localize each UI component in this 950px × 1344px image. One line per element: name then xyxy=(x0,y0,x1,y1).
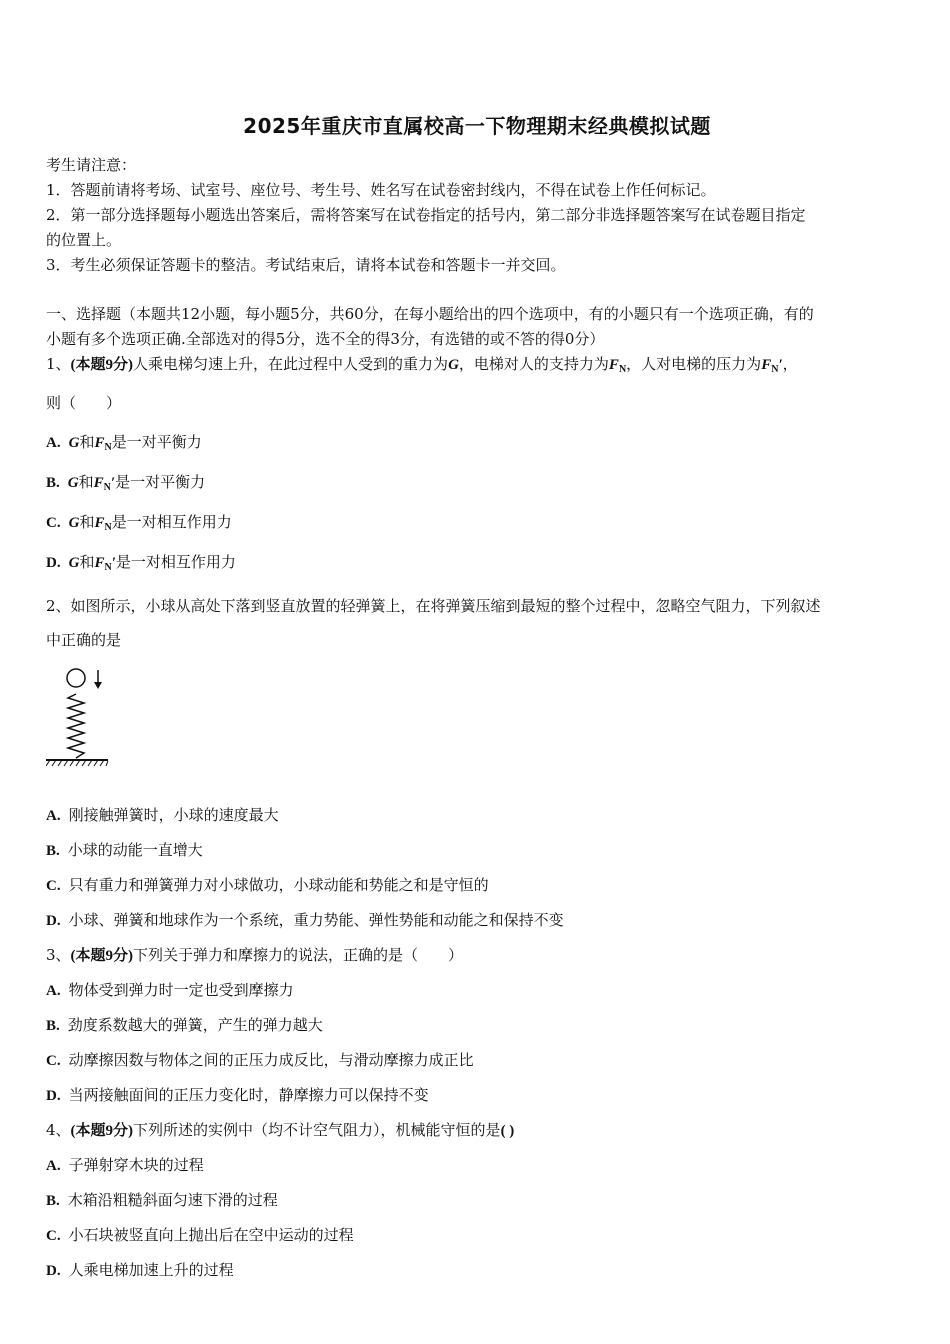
stem-text: ， xyxy=(782,355,798,373)
section-heading xyxy=(46,302,908,352)
option-c[interactable]: C. 小石块被竖直向上抛出后在空中运动的过程 xyxy=(46,1226,354,1244)
option-d[interactable]: D. 人乘电梯加速上升的过程 xyxy=(46,1261,234,1279)
notice-item: 3．考生必须保证答题卡的整洁。考试结束后，请将本试卷和答题卡一并交回。 xyxy=(46,256,566,274)
option-a[interactable]: A. G和$F_N$是一对平衡力 xyxy=(46,433,202,453)
stem-text: 下列所述的实例中（均不计空气阻力），机械能守恒的是 xyxy=(133,1121,501,1139)
option-c[interactable]: C. 动摩擦因数与物体之间的正压力成反比，与滑动摩擦力成正比 xyxy=(46,1051,474,1069)
question-meta: (本题9分) xyxy=(70,357,134,373)
option-d[interactable]: D. 当两接触面间的正压力变化时，静摩擦力可以保持不变 xyxy=(46,1086,429,1104)
option-b[interactable]: B. 劲度系数越大的弹簧，产生的弹力越大 xyxy=(46,1016,323,1034)
question-number: 1、 xyxy=(46,355,71,373)
option-a[interactable]: A. 物体受到弹力时一定也受到摩擦力 xyxy=(46,981,294,999)
question-3 xyxy=(46,938,908,1113)
symbol-pressure-force: $F_N'$ xyxy=(761,357,783,375)
option-b[interactable]: B. 小球的动能一直增大 xyxy=(46,841,203,859)
option-b[interactable]: B. 木箱沿粗糙斜面匀速下滑的过程 xyxy=(46,1191,278,1209)
stem-text: 下列关于弹力和摩擦力的说法，正确的是（ ） xyxy=(133,946,464,964)
option-d[interactable]: D. 小球、弹簧和地球作为一个系统，重力势能、弹性势能和动能之和保持不变 xyxy=(46,911,564,929)
exam-page xyxy=(46,110,908,1288)
answer-bracket: ( ) xyxy=(500,1123,515,1139)
ball-spring-figure xyxy=(46,668,116,772)
option-a[interactable]: A. 子弹射穿木块的过程 xyxy=(46,1156,204,1174)
section-heading-line: 一、选择题（本题共12小题，每小题5分，共60分，在每小题给出的四个选项中，有的小题只有一个选项正确，有的 xyxy=(46,305,814,323)
notice-item: 1．答题前请将考场、试室号、座位号、考生号、姓名写在试卷密封线内，不得在试卷上作任何标记。 xyxy=(46,181,716,199)
option-c[interactable]: C. 只有重力和弹簧弹力对小球做功，小球动能和势能之和是守恒的 xyxy=(46,876,489,894)
option-d[interactable]: D. G和$F_N'$是一对相互作用力 xyxy=(46,553,236,573)
notice-block xyxy=(46,153,908,278)
option-a[interactable]: A. 刚接触弹簧时，小球的速度最大 xyxy=(46,806,279,824)
stem-text: ，电梯对人的支持力为 xyxy=(458,355,609,373)
symbol-gravity: G xyxy=(448,357,459,373)
option-c[interactable]: C. G和$F_N$是一对相互作用力 xyxy=(46,513,232,533)
ball-icon xyxy=(67,669,85,687)
question-stem xyxy=(46,938,908,973)
stem-text: ，人对电梯的压力为 xyxy=(626,355,762,373)
question-stem xyxy=(46,1113,908,1148)
option-b[interactable]: B. G和$F_N'$是一对平衡力 xyxy=(46,473,206,493)
question-2 xyxy=(46,594,908,938)
question-stem-tail: 中正确的是 xyxy=(46,631,122,649)
section-heading-line: 小题有多个选项正确.全部选对的得5分，选不全的得3分，有选错的或不答的得0分） xyxy=(46,330,605,348)
question-1 xyxy=(46,352,908,585)
question-4 xyxy=(46,1113,908,1288)
symbol-support-force: $F_N$ xyxy=(608,357,627,375)
question-stem xyxy=(46,352,908,382)
spring-icon xyxy=(68,694,84,758)
notice-item: 的位置上。 xyxy=(46,231,122,249)
stem-text: 人乘电梯匀速上升，在此过程中人受到的重力为 xyxy=(133,355,449,373)
down-arrow-head xyxy=(94,682,102,689)
question-stem: 2、如图所示，小球从高处下落到竖直放置的轻弹簧上，在将弹簧压缩到最短的整个过程中，忽略空气阻力，下列叙述 xyxy=(46,597,821,615)
question-number: 3、 xyxy=(46,946,71,964)
question-meta: (本题9分) xyxy=(70,1123,134,1139)
question-meta: (本题9分) xyxy=(70,948,134,964)
notice-heading: 考生请注意： xyxy=(46,156,137,174)
question-stem-tail: 则（ ） xyxy=(46,394,122,412)
page-title: 2025年重庆市直属校高一下物理期末经典模拟试题 xyxy=(243,114,711,138)
notice-item: 2．第一部分选择题每小题选出答案后，需将答案写在试卷指定的括号内，第二部分非选择题答案写在试卷题目指定 xyxy=(46,206,806,224)
question-number: 4、 xyxy=(46,1121,71,1139)
